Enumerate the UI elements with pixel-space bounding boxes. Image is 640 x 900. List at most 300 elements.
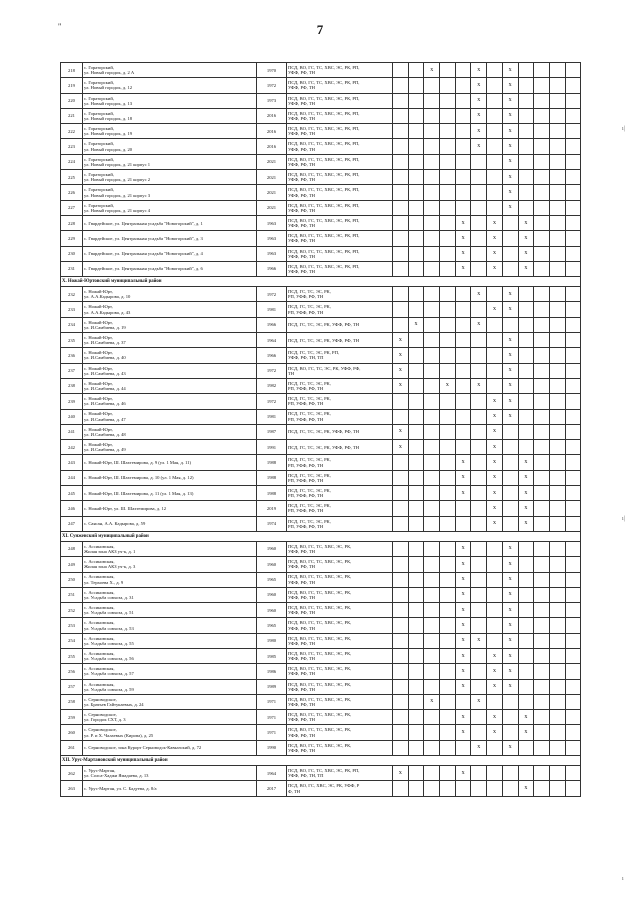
mark-cell	[565, 170, 581, 185]
mark-cell	[487, 108, 503, 123]
mark-cell	[393, 633, 409, 648]
mark-cell: x	[502, 572, 518, 587]
row-number: 220	[61, 93, 83, 108]
mark-cell	[393, 108, 409, 123]
mark-cell	[534, 333, 550, 348]
address-line: с. Гвардейское, ул. Центральная усадьба "Новогорский", д. 3	[84, 235, 203, 241]
systems-line: ПСД, ГС, ТС, ЭС, РК, РП,	[288, 350, 340, 356]
mark-cell	[565, 287, 581, 302]
mark-cell	[549, 93, 565, 108]
address-line: с. Ассиновская,	[84, 650, 115, 656]
mark-cell	[549, 557, 565, 572]
systems-line: ПСД, ВО, ГС, ТС, ХВС, ЭС, РК, РП,	[288, 156, 360, 162]
address-cell	[83, 618, 257, 633]
mark-cell: x	[471, 694, 487, 709]
mark-cell	[565, 710, 581, 725]
mark-cell	[518, 154, 534, 169]
row-number: 241	[61, 424, 83, 439]
address-line: ул. Братьев Гайтукаевых, д. 24	[84, 702, 144, 708]
systems-line: ПСД, ВО, ГС, ТС, ХВС, ЭС, РК,	[288, 742, 352, 748]
mark-cell	[565, 618, 581, 633]
mark-cell	[424, 231, 440, 246]
mark-cell	[424, 200, 440, 215]
mark-cell: x	[502, 409, 518, 424]
systems-cell	[287, 409, 393, 424]
row-number: 243	[61, 455, 83, 470]
row-number: 235	[61, 333, 83, 348]
year-cell: 1972	[257, 394, 287, 409]
mark-cell	[471, 486, 487, 501]
mark-cell	[408, 170, 424, 185]
address-line: с. Ножай-Юрт,	[84, 289, 113, 295]
mark-cell	[424, 302, 440, 317]
address-line: Жилая зона АКЗ уч-к, д. 3	[84, 564, 136, 570]
mark-cell	[502, 470, 518, 485]
systems-line: РП, УФФ, РФ, ТН	[288, 462, 324, 468]
mark-cell	[424, 185, 440, 200]
mark-cell	[502, 501, 518, 516]
year-cell: 1960	[257, 541, 287, 556]
systems-cell	[287, 63, 393, 78]
mark-cell	[471, 246, 487, 261]
systems-cell	[287, 541, 393, 556]
mark-cell	[471, 664, 487, 679]
mark-cell: x	[487, 409, 503, 424]
mark-cell: x	[455, 725, 471, 740]
mark-cell	[471, 455, 487, 470]
mark-cell: x	[518, 246, 534, 261]
table-row	[61, 740, 581, 755]
mark-cell	[408, 679, 424, 694]
address-line: с. Гораторский,	[84, 126, 114, 132]
table-row	[61, 231, 581, 246]
mark-cell	[534, 302, 550, 317]
mark-cell	[518, 185, 534, 200]
mark-cell: x	[502, 185, 518, 200]
mark-cell	[393, 740, 409, 755]
mark-cell	[487, 93, 503, 108]
mark-cell: x	[502, 603, 518, 618]
systems-cell	[287, 124, 393, 139]
mark-cell	[471, 200, 487, 215]
row-number: 225	[61, 170, 83, 185]
address-line: с. Саясан, А.А. Кадырова, д. 59	[84, 521, 146, 527]
mark-cell	[549, 348, 565, 363]
mark-cell	[518, 766, 534, 781]
mark-cell	[565, 154, 581, 169]
table-row	[61, 664, 581, 679]
mark-cell: x	[502, 587, 518, 602]
mark-cell	[549, 486, 565, 501]
mark-cell: x	[455, 455, 471, 470]
mark-cell: x	[471, 124, 487, 139]
mark-cell	[502, 486, 518, 501]
mark-cell	[455, 440, 471, 455]
table-row	[61, 679, 581, 694]
systems-cell	[287, 78, 393, 93]
systems-line: ПСД, ВО, ГС, ТС, ХВС, ЭС, РК,	[288, 666, 352, 672]
row-number: 263	[61, 781, 83, 796]
systems-cell	[287, 572, 393, 587]
systems-cell	[287, 424, 393, 439]
mark-cell	[487, 603, 503, 618]
mark-cell	[408, 486, 424, 501]
address-cell	[83, 246, 257, 261]
mark-cell: x	[518, 455, 534, 470]
mark-cell	[549, 154, 565, 169]
mark-cell	[502, 440, 518, 455]
mark-cell: x	[502, 363, 518, 378]
row-number: 223	[61, 139, 83, 154]
mark-cell	[455, 740, 471, 755]
mark-cell	[440, 139, 456, 154]
address-line: ул. И.Самбиева, д. 43	[84, 370, 126, 376]
mark-cell	[549, 766, 565, 781]
systems-line: РП, УФФ, РФ, ТН	[288, 294, 324, 300]
address-line: с. Ножай-Юрт, Ш. Шахтемирова, д. 11 (ул. 1 Мая, д. 13)	[84, 490, 194, 496]
address-line: с. Ножай-Юрт,	[84, 411, 113, 417]
mark-cell	[424, 501, 440, 516]
row-number: 253	[61, 618, 83, 633]
table-row	[61, 470, 581, 485]
mark-cell	[471, 710, 487, 725]
mark-cell	[440, 424, 456, 439]
mark-cell: x	[455, 664, 471, 679]
systems-line: ПСД, ВО, ГС, ТС, ХВС, ЭС, РК, РП,	[288, 217, 360, 223]
mark-cell	[471, 440, 487, 455]
mark-cell	[565, 587, 581, 602]
address-cell	[83, 725, 257, 740]
mark-cell: x	[518, 710, 534, 725]
address-line: с. Ассиновская,	[84, 574, 115, 580]
mark-cell	[440, 124, 456, 139]
address-line: с. Ножай-Юрт,	[84, 442, 113, 448]
mark-cell	[534, 63, 550, 78]
systems-line: УФФ, РФ, ТН	[288, 579, 315, 585]
row-number: 260	[61, 725, 83, 740]
row-number: 228	[61, 215, 83, 230]
address-line: с. Ножай-Юрт,	[84, 365, 113, 371]
mark-cell	[440, 648, 456, 663]
systems-line: ПСД, ВО, ГС, ТС, ХВС, ЭС, РК,	[288, 605, 352, 611]
mark-cell	[455, 154, 471, 169]
address-line: ул. Новый городок, д. 21 корпус 4	[84, 207, 151, 213]
mark-cell	[487, 572, 503, 587]
systems-line: УФФ, РФ, ТН	[288, 223, 315, 229]
mark-cell	[487, 139, 503, 154]
address-line: ул. Новый городок, д. 20	[84, 146, 133, 152]
table-row	[61, 124, 581, 139]
mark-cell	[424, 572, 440, 587]
systems-line: УФФ, РФ, ТН	[288, 100, 315, 106]
mark-cell	[518, 679, 534, 694]
systems-line: РП, УФФ, РФ, ТН	[288, 493, 324, 499]
mark-cell	[455, 781, 471, 796]
mark-cell: x	[424, 63, 440, 78]
systems-line: УФФ, РФ, ТН	[288, 625, 315, 631]
systems-line: ПСД, ВО, ГС, ТС, ХВС, ЭС, РК, РП,	[288, 141, 360, 147]
mark-cell	[471, 516, 487, 531]
address-line: с. Гораторский,	[84, 110, 114, 116]
mark-cell	[487, 200, 503, 215]
mark-cell	[424, 170, 440, 185]
mark-cell	[393, 317, 409, 332]
systems-line: УФФ, РФ, ТН	[288, 161, 315, 167]
mark-cell	[424, 618, 440, 633]
address-line: ул. Усадьба совхоза, д. 59	[84, 686, 134, 692]
systems-line: ПСД, ВО, ГС, ТС, ХВС, ЭС, РК, РП,	[288, 126, 360, 132]
mark-cell	[424, 470, 440, 485]
mark-cell	[408, 740, 424, 755]
mark-cell	[549, 694, 565, 709]
row-number: 261	[61, 740, 83, 755]
mark-cell	[408, 618, 424, 633]
address-cell	[83, 541, 257, 556]
address-cell	[83, 633, 257, 648]
systems-cell	[287, 200, 393, 215]
address-cell	[83, 470, 257, 485]
mark-cell	[549, 394, 565, 409]
mark-cell: x	[455, 679, 471, 694]
address-line: с. Ножай-Юрт,	[84, 304, 113, 310]
mark-cell	[424, 781, 440, 796]
systems-line: ПСД, ВО, ГС, ТС, ХВС, ЭС, РК, РП,	[288, 202, 360, 208]
mark-cell	[565, 501, 581, 516]
year-cell: 1973	[257, 93, 287, 108]
mark-cell	[440, 246, 456, 261]
mark-cell	[424, 587, 440, 602]
mark-cell	[408, 664, 424, 679]
mark-cell	[565, 679, 581, 694]
mark-cell	[534, 93, 550, 108]
mark-cell: x	[487, 470, 503, 485]
mark-cell	[440, 302, 456, 317]
address-line: с. Ассиновская,	[84, 559, 115, 565]
mark-cell	[408, 725, 424, 740]
mark-cell	[393, 725, 409, 740]
systems-line: Ф, ТН	[288, 788, 301, 794]
systems-line: ПСД, ВО, ГС, ТС, ХВС, ЭС, РК,	[288, 712, 352, 718]
mark-cell: x	[518, 470, 534, 485]
mark-cell	[518, 108, 534, 123]
mark-cell: x	[440, 378, 456, 393]
address-line: с. Ассиновская,	[84, 666, 115, 672]
mark-cell	[518, 333, 534, 348]
address-cell	[83, 740, 257, 755]
mark-cell	[565, 139, 581, 154]
row-number: 226	[61, 185, 83, 200]
systems-line: ПСД, ВО, ГС, ТС, ХВС, ЭС, РК,	[288, 650, 352, 656]
mark-cell	[408, 587, 424, 602]
mark-cell	[424, 108, 440, 123]
year-cell: 1966	[257, 261, 287, 276]
address-line: ул. Усадьба совхоза, д. 55	[84, 640, 134, 646]
mark-cell	[534, 246, 550, 261]
mark-cell	[549, 302, 565, 317]
address-cell	[83, 781, 257, 796]
mark-cell	[549, 541, 565, 556]
mark-cell: x	[518, 486, 534, 501]
mark-cell	[487, 78, 503, 93]
mark-cell	[455, 516, 471, 531]
row-number: 231	[61, 261, 83, 276]
mark-cell: x	[471, 78, 487, 93]
mark-cell	[565, 486, 581, 501]
mark-cell	[534, 470, 550, 485]
systems-cell	[287, 664, 393, 679]
mark-cell	[440, 287, 456, 302]
mark-cell	[424, 317, 440, 332]
address-cell	[83, 78, 257, 93]
mark-cell	[408, 333, 424, 348]
mark-cell	[393, 664, 409, 679]
mark-cell	[455, 363, 471, 378]
mark-cell: x	[502, 170, 518, 185]
systems-cell	[287, 455, 393, 470]
mark-cell	[408, 557, 424, 572]
mark-cell	[408, 231, 424, 246]
systems-cell	[287, 710, 393, 725]
year-cell: 2019	[257, 501, 287, 516]
mark-cell	[408, 541, 424, 556]
address-line: ул. И.Самбиева, д. 40	[84, 355, 126, 361]
table-row	[61, 572, 581, 587]
mark-cell	[455, 694, 471, 709]
year-cell: 1986	[257, 664, 287, 679]
mark-cell: x	[487, 261, 503, 276]
mark-cell: x	[393, 363, 409, 378]
address-line: с. Серноводское,	[84, 696, 117, 702]
systems-line: РП, УФФ, РФ, ТН	[288, 477, 324, 483]
mark-cell	[440, 486, 456, 501]
mark-cell	[424, 710, 440, 725]
systems-line: УФФ, РФ, ТН	[288, 732, 315, 738]
mark-cell	[408, 440, 424, 455]
mark-cell	[393, 679, 409, 694]
systems-line: ПСД, ВО, ГС, ТС, ХВС, ЭС, РК,	[288, 543, 352, 549]
mark-cell	[534, 664, 550, 679]
mark-cell: x	[487, 215, 503, 230]
mark-cell	[393, 710, 409, 725]
mark-cell: x	[455, 231, 471, 246]
address-cell	[83, 501, 257, 516]
mark-cell	[534, 170, 550, 185]
mark-cell	[534, 516, 550, 531]
systems-line: УФФ, РФ, ТН	[288, 610, 315, 616]
year-cell: 1982	[257, 378, 287, 393]
mark-cell	[549, 63, 565, 78]
mark-cell	[534, 440, 550, 455]
mark-cell	[549, 781, 565, 796]
mark-cell	[471, 541, 487, 556]
mark-cell	[534, 78, 550, 93]
table-row	[61, 633, 581, 648]
mark-cell	[549, 440, 565, 455]
row-number: 229	[61, 231, 83, 246]
mark-cell: x	[487, 664, 503, 679]
mark-cell	[502, 694, 518, 709]
year-cell: 1988	[257, 470, 287, 485]
mark-cell	[471, 557, 487, 572]
year-cell: 1964	[257, 333, 287, 348]
mark-cell	[518, 63, 534, 78]
mark-cell	[424, 261, 440, 276]
table-row	[61, 246, 581, 261]
mark-cell	[565, 378, 581, 393]
year-cell: 1964	[257, 766, 287, 781]
systems-line: РП, УФФ, РФ, ТН	[288, 386, 324, 392]
row-number: 246	[61, 501, 83, 516]
systems-line: УФФ, РФ, ТН	[288, 564, 315, 570]
mark-cell: x	[502, 664, 518, 679]
mark-cell	[487, 587, 503, 602]
systems-line: РП, УФФ, РФ, ТН	[288, 401, 324, 407]
systems-cell	[287, 679, 393, 694]
mark-cell	[565, 648, 581, 663]
address-cell	[83, 63, 257, 78]
mark-cell	[440, 740, 456, 755]
mark-cell	[534, 124, 550, 139]
table-row	[61, 63, 581, 78]
mark-cell	[455, 139, 471, 154]
mark-cell	[471, 170, 487, 185]
mark-cell	[455, 409, 471, 424]
systems-cell	[287, 378, 393, 393]
mark-cell	[565, 541, 581, 556]
mark-cell	[408, 78, 424, 93]
mark-cell	[408, 185, 424, 200]
systems-line: ПСД, ГС, ТС, ЭС, РК, УФФ, РФ, ТН	[288, 429, 360, 435]
systems-cell	[287, 139, 393, 154]
mark-cell	[518, 78, 534, 93]
mark-cell: x	[502, 679, 518, 694]
systems-line: УФФ, РФ, ТН	[288, 238, 315, 244]
mark-cell	[471, 348, 487, 363]
mark-cell: x	[424, 694, 440, 709]
address-line: ул. И.Самбиева, д. 49	[84, 447, 126, 453]
mark-cell	[534, 633, 550, 648]
address-line: ул. Усадьба совхоза, д. 53	[84, 625, 134, 631]
row-number: 221	[61, 108, 83, 123]
mark-cell	[424, 78, 440, 93]
address-cell	[83, 261, 257, 276]
year-cell: 2021	[257, 185, 287, 200]
mark-cell: x	[518, 231, 534, 246]
address-line: с. Ассиновская,	[84, 620, 115, 626]
table-row	[61, 170, 581, 185]
mark-cell	[518, 618, 534, 633]
systems-cell	[287, 287, 393, 302]
mark-cell	[471, 648, 487, 663]
year-cell: 1972	[257, 363, 287, 378]
address-line: с. Гвардейское, ул. Центральная усадьба "Новогорский", д. 1	[84, 220, 203, 226]
mark-cell	[534, 587, 550, 602]
mark-cell: x	[487, 501, 503, 516]
mark-cell	[549, 409, 565, 424]
mark-cell	[502, 246, 518, 261]
mark-cell	[549, 215, 565, 230]
mark-cell	[455, 287, 471, 302]
table-row	[61, 333, 581, 348]
address-cell	[83, 766, 257, 781]
table-row	[61, 108, 581, 123]
mark-cell	[565, 333, 581, 348]
mark-cell	[534, 710, 550, 725]
mark-cell: x	[502, 287, 518, 302]
row-number: 218	[61, 63, 83, 78]
page-number: 7	[316, 22, 324, 37]
mark-cell: x	[502, 154, 518, 169]
